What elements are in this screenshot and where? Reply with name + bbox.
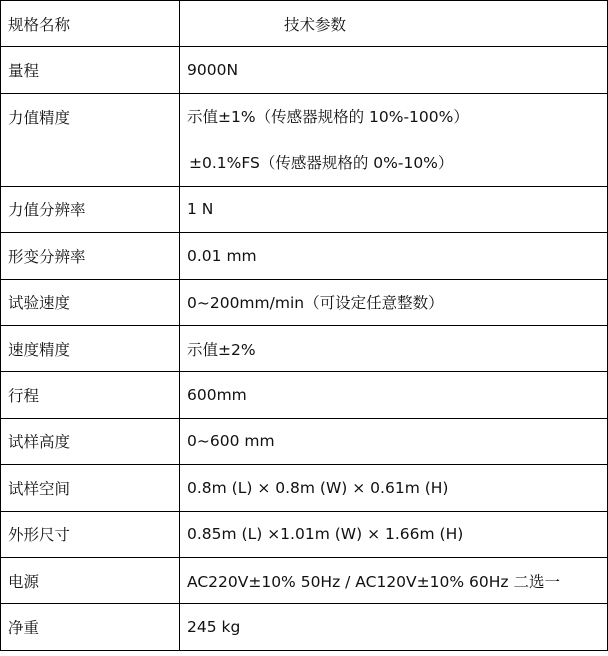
table-row <box>1 325 608 371</box>
spec-name-cell: 电源 <box>1 557 180 603</box>
spec-name-cell: 试样空间 <box>1 465 180 511</box>
table-row <box>1 93 608 186</box>
spec-name-cell: 行程 <box>1 372 180 418</box>
spec-value-cell: 600mm <box>180 372 608 418</box>
spec-value-cell: 0.85m (L) ×1.01m (W) × 1.66m (H) <box>180 511 608 557</box>
spec-name-cell: 形变分辨率 <box>1 233 180 279</box>
table-row <box>1 47 608 93</box>
spec-value-cell: 0.01 mm <box>180 233 608 279</box>
table-header-row <box>1 1 608 47</box>
spec-name-cell: 外形尺寸 <box>1 511 180 557</box>
spec-value-cell: 9000N <box>180 47 608 93</box>
table-row <box>1 186 608 232</box>
spec-name-cell: 试样高度 <box>1 418 180 464</box>
table-row <box>1 372 608 418</box>
spec-name-cell: 力值精度 <box>1 93 180 186</box>
table-row <box>1 604 608 650</box>
table-row <box>1 418 608 464</box>
table-row <box>1 279 608 325</box>
spec-value-cell: 0~200mm/min（可设定任意整数） <box>180 279 608 325</box>
spec-value-cell: 0~600 mm <box>180 418 608 464</box>
spec-value-cell: 245 kg <box>180 604 608 650</box>
spec-value-line: 示值±1%（传感器规格的 10%-100%） <box>187 107 469 126</box>
header-name-cell: 规格名称 <box>1 1 180 47</box>
spec-name-cell: 速度精度 <box>1 325 180 371</box>
header-value-cell: 技术参数 <box>180 1 608 47</box>
spec-name-cell: 净重 <box>1 604 180 650</box>
spec-name-cell: 力值分辨率 <box>1 186 180 232</box>
spec-value-cell <box>180 93 608 186</box>
table-row <box>1 557 608 603</box>
table-row <box>1 465 608 511</box>
spec-value-line: ±0.1%FS（传感器规格的 0%-10%） <box>189 153 454 172</box>
spec-name-cell: 试验速度 <box>1 279 180 325</box>
spec-value-cell: 1 N <box>180 186 608 232</box>
table-row <box>1 511 608 557</box>
spec-value-cell: AC220V±10% 50Hz / AC120V±10% 60Hz 二选一 <box>180 557 608 603</box>
spec-name-cell: 量程 <box>1 47 180 93</box>
table-row <box>1 233 608 279</box>
spec-value-cell: 0.8m (L) × 0.8m (W) × 0.61m (H) <box>180 465 608 511</box>
spec-value-cell: 示值±2% <box>180 325 608 371</box>
